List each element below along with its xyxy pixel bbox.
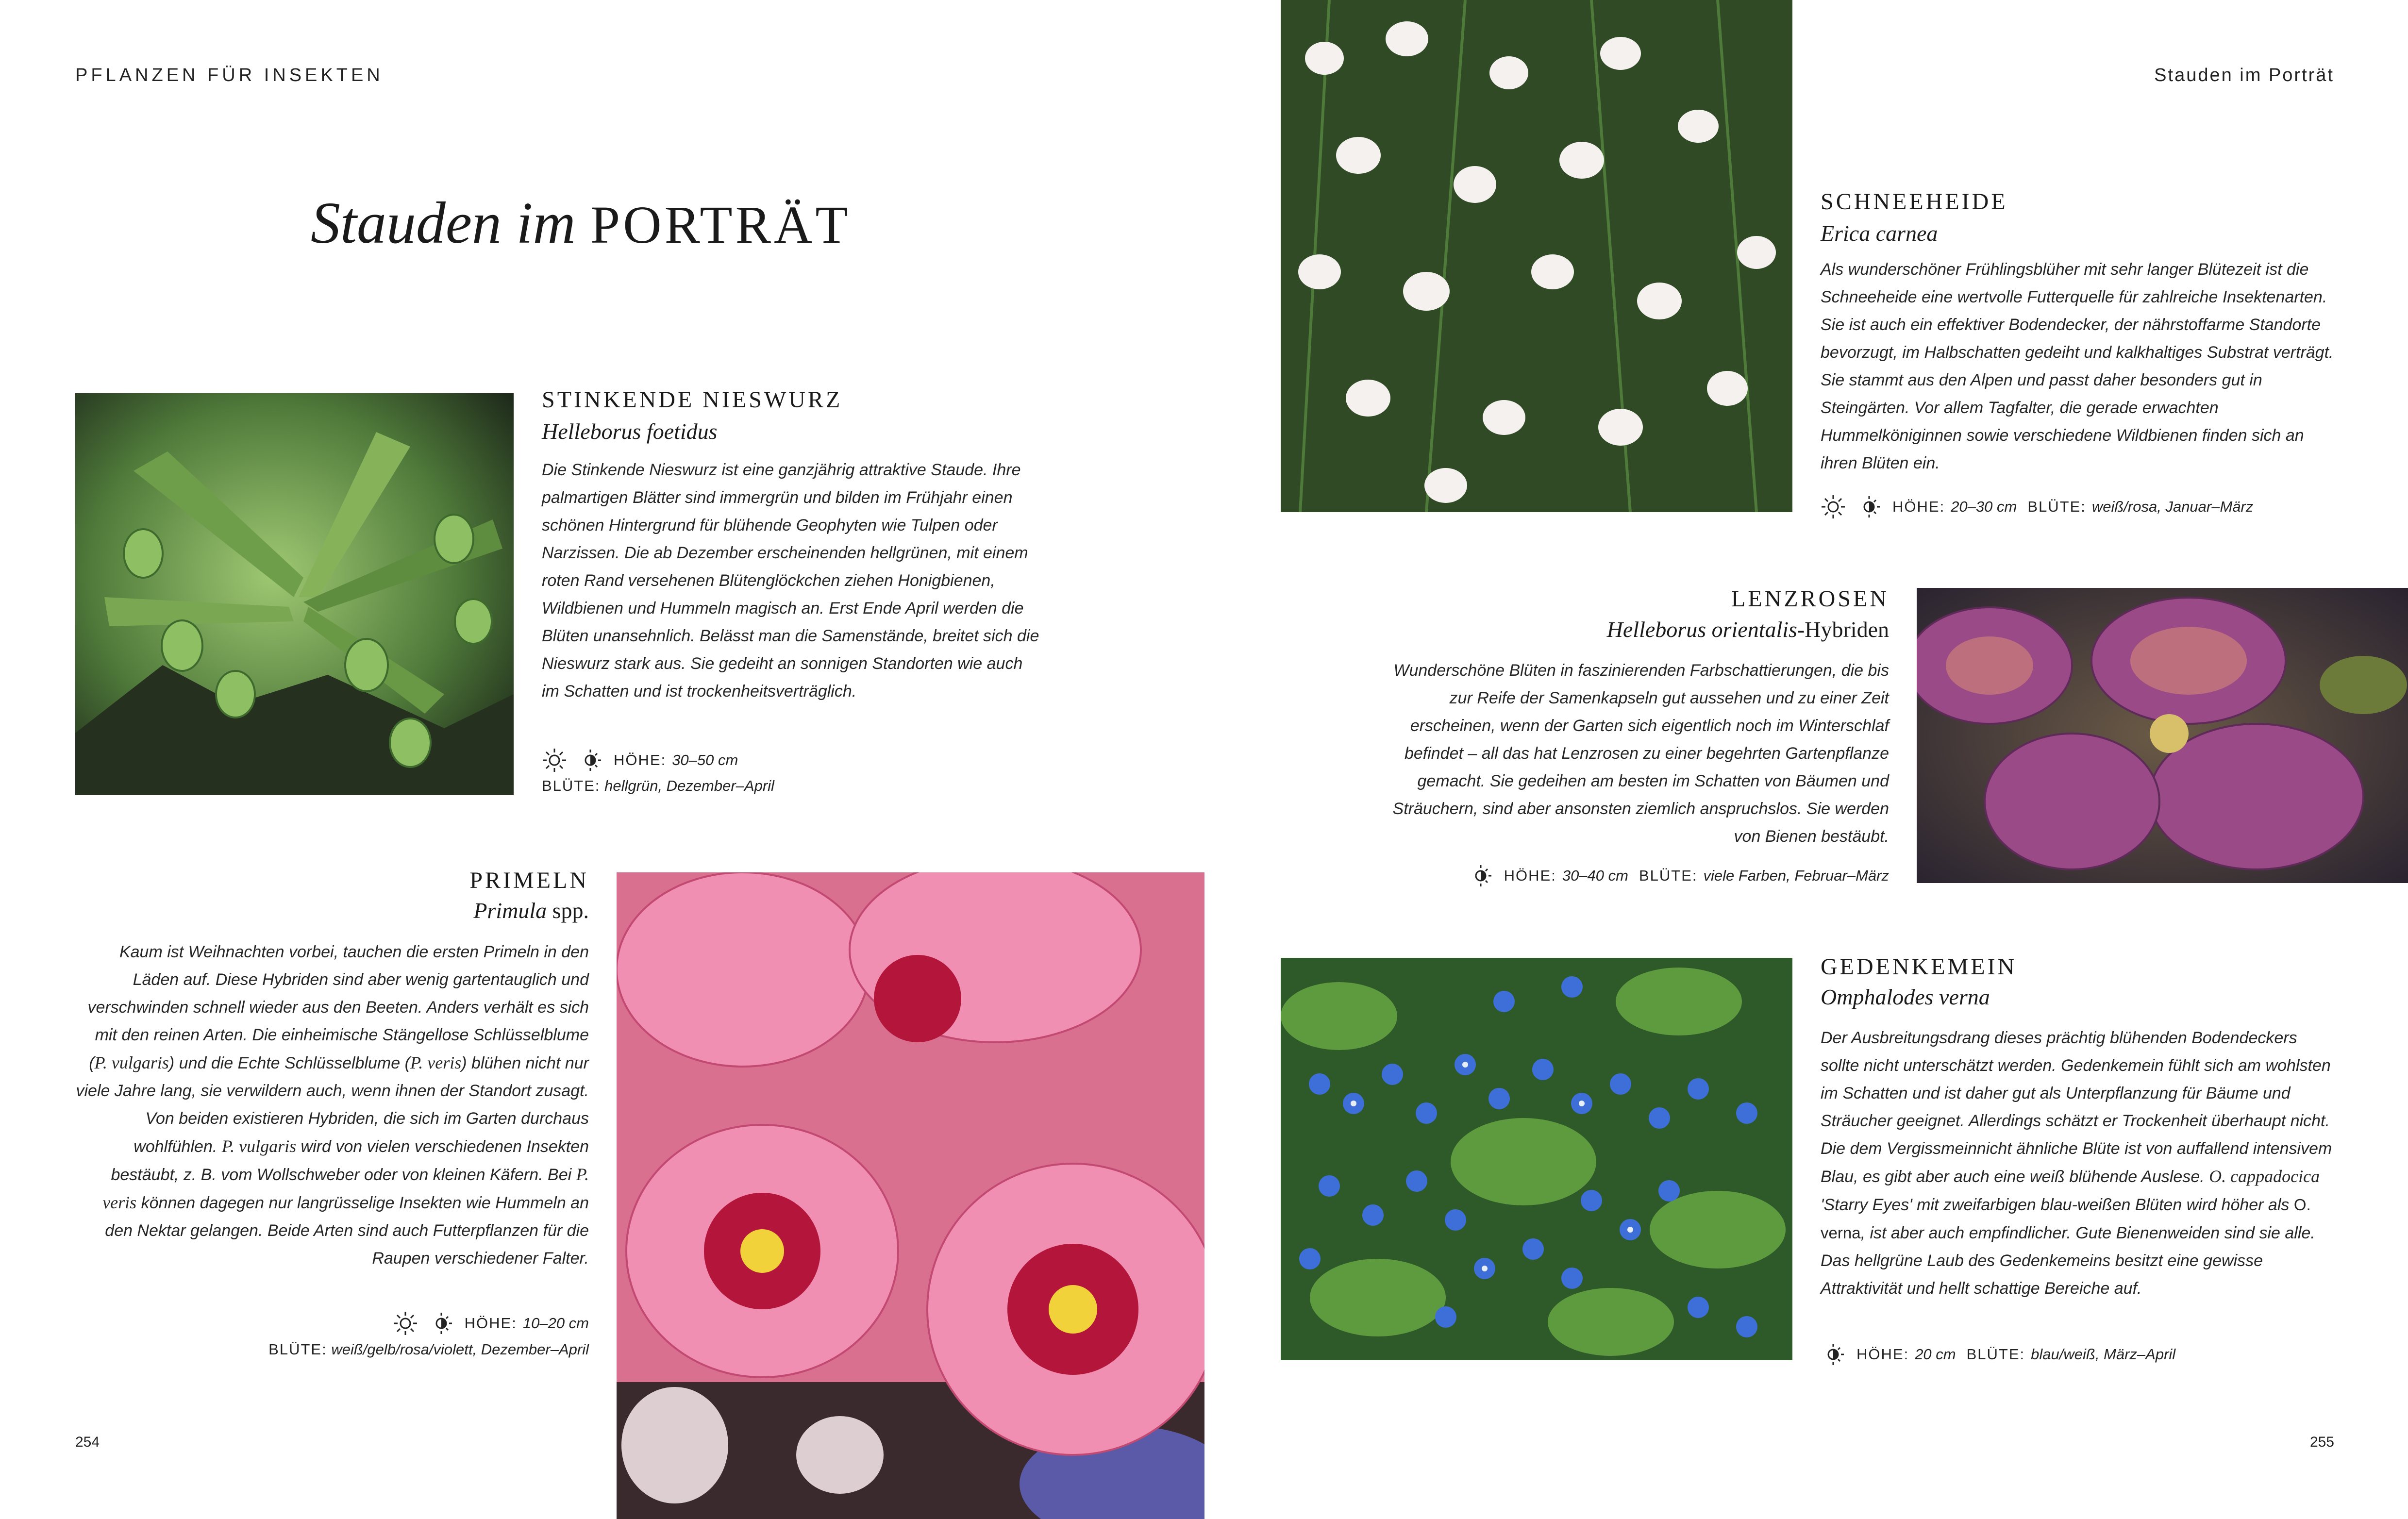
page-title — [311, 189, 851, 257]
plant-latin-schneeheide: Erica carnea — [1821, 221, 1938, 246]
height-label: HÖHE: — [1892, 498, 1945, 515]
height-label: HÖHE: — [464, 1315, 517, 1332]
photo-schneeheide — [1281, 0, 1792, 512]
sun-icon — [393, 1311, 418, 1336]
page-title-caps: PORTRÄT — [590, 195, 851, 254]
height-value-schneeheide: 20–30 cm — [1951, 498, 2017, 515]
plant-description-lenzrosen: Wunderschöne Blüten in faszinierenden Farbschattierungen, die bis zur Reife der Samenkapseln gut aussehen und zu einer Zeit erscheinen, wenn der Garten sich eigentlich noch im Winterschlaf befindet – all das hat Lenzrosen zu einer begehrten Gartenpflanze gemacht. Sie gedeihen am besten im Schatten von Bäumen und Sträuchern, sind aber ansonsten ziemlich anspruchslos. Sie werden von Bienen bestäubt. — [1392, 661, 1889, 846]
plant-bloom-primeln — [75, 1337, 589, 1362]
photo-gedenkemein — [1281, 958, 1792, 1360]
photo-stinkende-nieswurz — [75, 393, 514, 795]
plant-latin-gedenkemein: Omphalodes verna — [1821, 985, 1990, 1009]
bloom-value-lenzrosen: viele Farben, Februar–März — [1703, 867, 1889, 884]
plant-name-primeln: PRIMELN — [469, 868, 589, 893]
photo-primeln — [617, 872, 1204, 1519]
plant-name-lenzrosen: LENZROSEN — [1731, 586, 1889, 612]
half-shade-icon — [1468, 863, 1493, 888]
plant-latin-suffix-lenzrosen: -Hybriden — [1797, 617, 1889, 642]
sun-icon — [1821, 494, 1846, 519]
plant-latin-suffix-primeln: spp. — [552, 898, 589, 923]
half-shade-icon — [1856, 494, 1882, 519]
plant-meta-nieswurz — [542, 748, 738, 773]
height-value-lenzrosen: 30–40 cm — [1562, 867, 1628, 884]
height-value-primeln: 10–20 cm — [522, 1315, 589, 1332]
bloom-label: BLÜTE: — [268, 1341, 327, 1358]
plant-description-schneeheide: Als wunderschöner Frühlingsblüher mit sehr langer Blütezeit ist die Schneeheide eine wertvolle Futterquelle für zahlreiche Insektenarten. Sie ist auch ein effektiver Bodendecker, der nährstoffarme Standorte bevorzugt, im Halbschatten gedeiht und kalkhaltiges Substrat verträgt. Sie stammt aus den Alpen und passt daher besonders gut in Steingärten. Vor allem Tagfalter, die gerade erwachten Hummelköniginnen sowie verschiedene Wildbienen finden sich an ihren Blüten ein. — [1821, 260, 2334, 472]
running-header-right: Stauden im Porträt — [2154, 65, 2334, 85]
plant-meta-gedenkemein — [1821, 1342, 2175, 1367]
height-label: HÖHE: — [1856, 1346, 1909, 1363]
plant-name-nieswurz: STINKENDE NIESWURZ — [542, 387, 843, 413]
bloom-value-nieswurz: hellgrün, Dezember–April — [604, 777, 774, 794]
bloom-value-gedenkemein: blau/weiß, März–April — [2031, 1346, 2176, 1363]
plant-meta-schneeheide — [1821, 494, 2253, 519]
half-shade-icon — [429, 1311, 454, 1336]
bloom-label: BLÜTE: — [2027, 498, 2086, 515]
plant-bloom-nieswurz — [542, 774, 774, 798]
running-header-left: PFLANZEN FÜR INSEKTEN — [75, 65, 384, 85]
plant-latin-genus-lenzrosen: Helleborus orientalis — [1606, 617, 1797, 642]
plant-description-nieswurz: Die Stinkende Nieswurz ist eine ganzjährig attraktive Staude. Ihre palmartigen Blätter sind immergrün und bilden im Frühjahr einen schönen Hintergrund für blühende Geophyten wie Tulpen oder Narzissen. Die ab Dezember erscheinenden hellgrünen, mit einem roten Rand versehenen Blütenglöckchen ziehen Honigbienen, Wildbienen und Hummeln magisch an. Erst Ende April werden die Blüten unansehnlich. Belässt man die Samenstände, breitet sich die Nieswurz stark aus. Sie gedeiht an sonnigen Standorten wie auch im Schatten und ist trockenheitsverträglich. — [542, 461, 1039, 701]
plant-latin-genus-primeln: Primula — [473, 898, 547, 923]
plant-description-gedenkemein: Der Ausbreitungsdrang dieses prächtig blühenden Bodendeckers sollte nicht unterschätzt werden. Gedenkemein fühlt sich am wohlsten im Schatten und ist daher gut als Unterpflanzung für Bäume und Sträucher geeignet. Allerdings schätzt er Trockenheit überhaupt nicht. Die dem Vergissmeinnicht ähnliche Blüte ist von auffallend intensivem Blau, es gibt aber auch eine weiß blühende Auslese. O. cappadocica 'Starry Eyes' mit zweifarbigen blau-weißen Blüten wird höher als O. verna, ist aber auch empfindlicher. Gute Bienenweiden sind sie alle. Das hellgrüne Laub des Gedenkemeins besitzt eine gewisse Attraktivität und hellt schattige Bereiche auf. — [1821, 1029, 2332, 1298]
page-number-right: 255 — [2309, 1434, 2334, 1450]
plant-name-gedenkemein: GEDENKEMEIN — [1821, 954, 2017, 980]
page-number-left: 254 — [75, 1434, 100, 1450]
plant-latin-primeln — [75, 897, 589, 925]
bloom-label: BLÜTE: — [1966, 1346, 2025, 1363]
bloom-label: BLÜTE: — [542, 777, 601, 794]
height-value-nieswurz: 30–50 cm — [672, 751, 738, 768]
half-shade-icon — [1821, 1342, 1846, 1367]
plant-latin-lenzrosen — [1281, 616, 1889, 644]
sun-icon — [542, 748, 567, 773]
plant-description-primeln: Kaum ist Weihnachten vorbei, tauchen die ersten Primeln in den Läden auf. Diese Hybriden sind aber wenig gartentauglich und verschwinden schnell wieder aus den Beeten. Anders verhält es sich mit den reinen Arten. Die einheimische Stängellose Schlüsselblume (P. vulgaris) und die Echte Schlüsselblume (P. veris) blühen nicht nur viele Jahre lang, sie verwildern auch, wenn ihnen der Standort zusagt. Von beiden existieren Hybriden, die sich im Garten durchaus wohlfühlen. P. vulgaris wird von vielen verschiedenen Insekten bestäubt, z. B. vom Wollschweber oder von kleinen Käfern. Bei P. veris können dagegen nur langrüsselige Insekten wie Hummeln an den Nektar gelangen. Beide Arten sind auch Futterpflanzen für die Raupen verschiedener Falter. — [76, 943, 589, 1268]
bloom-value-primeln: weiß/gelb/rosa/violett, Dezember–April — [331, 1341, 589, 1358]
plant-name-schneeheide: SCHNEEHEIDE — [1821, 189, 2008, 215]
photo-lenzrosen — [1917, 588, 2408, 883]
height-label: HÖHE: — [614, 751, 667, 768]
page-title-italic: Stauden im — [311, 190, 576, 256]
half-shade-icon — [578, 748, 603, 773]
bloom-label: BLÜTE: — [1639, 867, 1698, 884]
plant-meta-primeln — [75, 1311, 589, 1336]
plant-latin-nieswurz: Helleborus foetidus — [542, 419, 718, 444]
height-label: HÖHE: — [1504, 867, 1556, 884]
height-value-gedenkemein: 20 cm — [1915, 1346, 1956, 1363]
bloom-value-schneeheide: weiß/rosa, Januar–März — [2091, 498, 2254, 515]
plant-meta-lenzrosen — [1281, 863, 1889, 888]
